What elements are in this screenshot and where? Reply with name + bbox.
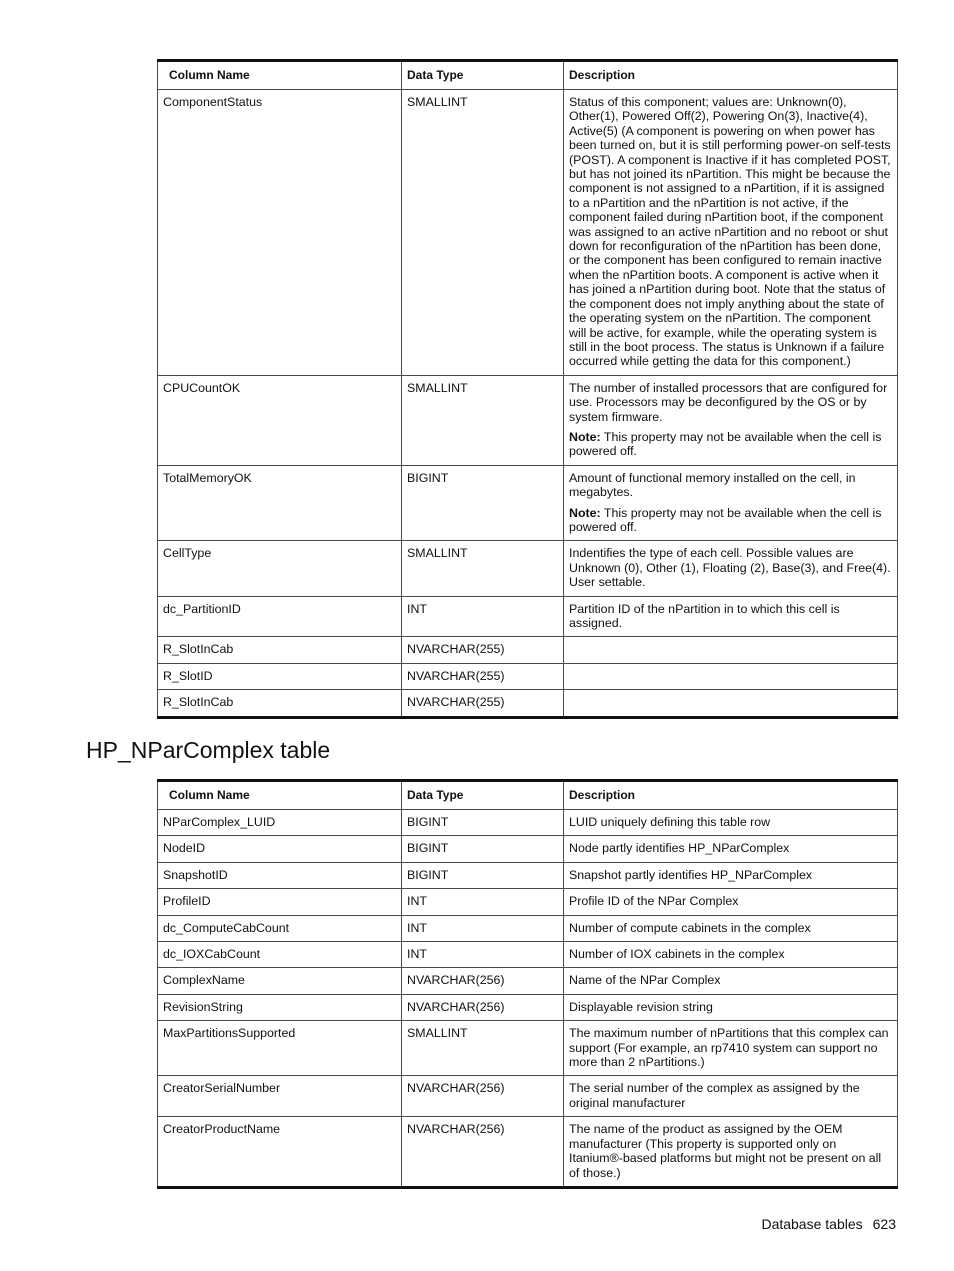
description-cell — [564, 690, 898, 717]
description-text: Name of the NPar Complex — [569, 973, 721, 988]
data-type-header: Data Type — [402, 781, 564, 810]
description-cell — [564, 1021, 898, 1076]
column-name-header: Column Name — [158, 61, 402, 90]
table-row — [158, 942, 898, 968]
description-text: The name of the product as assigned by the OEM manufacturer (This property is supported only on Itanium®-based platforms but might not be present on all of those.) — [569, 1122, 882, 1180]
table-row — [158, 836, 898, 862]
table-row — [158, 465, 898, 541]
data-type-cell: BIGINT — [402, 862, 564, 888]
description-text: The maximum number of nPartitions that this complex can support (For example, an rp7410 system can support no more than 2 nPartitions.) — [569, 1026, 889, 1070]
table-row — [158, 862, 898, 888]
column-name-cell: NParComplex_LUID — [158, 810, 402, 836]
table-row — [158, 596, 898, 637]
description-cell — [564, 541, 898, 596]
column-name-cell: TotalMemoryOK — [158, 465, 402, 541]
description-text: Indentifies the type of each cell. Possible values are Unknown (0), Other (1), Floating (2), Base(3), and Free(4). User settable. — [569, 546, 891, 590]
description-text: The serial number of the complex as assigned by the original manufacturer — [569, 1081, 860, 1110]
column-name-header: Column Name — [158, 781, 402, 810]
data-type-cell: SMALLINT — [402, 541, 564, 596]
table-header-row — [158, 781, 898, 810]
data-type-cell: NVARCHAR(255) — [402, 690, 564, 717]
description-cell — [564, 1076, 898, 1117]
description-cell — [564, 375, 898, 465]
note-text: This property may not be available when the cell is powered off. — [569, 429, 882, 459]
data-type-cell: SMALLINT — [402, 90, 564, 376]
description-text: Partition ID of the nPartition in to which this cell is assigned. — [569, 601, 840, 630]
table-row — [158, 690, 898, 717]
table-row — [158, 541, 898, 596]
column-name-cell: SnapshotID — [158, 862, 402, 888]
page-number: 623 — [872, 1216, 896, 1232]
description-cell — [564, 915, 898, 941]
table-row — [158, 375, 898, 465]
page-footer — [761, 1215, 896, 1233]
data-type-cell: NVARCHAR(255) — [402, 637, 564, 663]
description-cell — [564, 994, 898, 1020]
table-row — [158, 663, 898, 689]
data-type-cell: INT — [402, 889, 564, 915]
description-text: The number of installed processors that are configured for use. Processors may be deconfigured by the OS or by system firmware. — [569, 380, 888, 424]
data-type-header: Data Type — [402, 61, 564, 90]
description-cell — [564, 637, 898, 663]
nparcomplex-table — [157, 779, 898, 1189]
column-name-cell: CellType — [158, 541, 402, 596]
description-text: Profile ID of the NPar Complex — [569, 894, 739, 909]
note-label: Note: — [569, 429, 601, 444]
description-cell — [564, 663, 898, 689]
note-paragraph — [569, 430, 891, 459]
column-name-cell: R_SlotInCab — [158, 637, 402, 663]
column-name-cell: CreatorProductName — [158, 1117, 402, 1188]
description-header: Description — [564, 781, 898, 810]
data-type-cell: NVARCHAR(256) — [402, 968, 564, 994]
column-name-cell: dc_PartitionID — [158, 596, 402, 637]
data-type-cell: BIGINT — [402, 465, 564, 541]
description-cell — [564, 596, 898, 637]
description-cell — [564, 465, 898, 541]
column-name-cell: MaxPartitionsSupported — [158, 1021, 402, 1076]
data-type-cell: INT — [402, 596, 564, 637]
column-name-cell: ComplexName — [158, 968, 402, 994]
section-heading: HP_NParComplex table — [86, 737, 331, 763]
data-type-cell: BIGINT — [402, 810, 564, 836]
description-text: LUID uniquely defining this table row — [569, 815, 771, 829]
description-text: Number of compute cabinets in the complex — [569, 920, 811, 935]
data-type-cell: SMALLINT — [402, 1021, 564, 1076]
table-header-row — [158, 61, 898, 90]
description-header: Description — [564, 61, 898, 90]
column-name-cell: ComponentStatus — [158, 90, 402, 376]
description-text: Snapshot partly identifies HP_NParComplex — [569, 867, 813, 882]
table-row — [158, 810, 898, 836]
note-label: Note: — [569, 505, 601, 520]
table-row — [158, 915, 898, 941]
data-type-cell: NVARCHAR(256) — [402, 1117, 564, 1188]
data-type-cell: NVARCHAR(256) — [402, 994, 564, 1020]
description-text: Status of this component; values are: Unknown(0), Other(1), Powered Off(2), Powering On(3), Inactive(4), Active(5) (A component is powering on when power has been turned on, but it is still performing power-on self-tests (POST). A component is Inactive if it has completed POST, but has not joined its nPartition. This might be because the component is not assigned to a nPartition, if it is assigned to a nPartition and the nPartition is not active, if the component failed during nPartition boot, if the component was assigned to an active nPartition and no reboot or shut down for reconfiguration of the nPartition has been done, or the component has been configured to remain inactive when the nPartition boots. A component is active when it has joined a nPartition during boot. Note that the status of the component does not imply anything about the state of the operating system on the nPartition. The component will be active, for example, while the operating system is still in the boot process. The status is Unknown if a failure occurred while getting the data for this component.) — [569, 95, 891, 369]
table-row — [158, 1021, 898, 1076]
column-name-cell: dc_ComputeCabCount — [158, 915, 402, 941]
description-text: Node partly identifies HP_NParComplex — [569, 841, 790, 856]
table-row — [158, 889, 898, 915]
column-name-cell: RevisionString — [158, 994, 402, 1020]
description-cell — [564, 862, 898, 888]
data-type-cell: SMALLINT — [402, 375, 564, 465]
description-cell — [564, 942, 898, 968]
description-cell — [564, 810, 898, 836]
description-cell — [564, 836, 898, 862]
note-paragraph — [569, 506, 891, 535]
data-type-cell: BIGINT — [402, 836, 564, 862]
note-text: This property may not be available when the cell is powered off. — [569, 505, 882, 534]
description-text: Displayable revision string — [569, 999, 713, 1014]
column-name-cell: R_SlotInCab — [158, 690, 402, 717]
column-name-cell: dc_IOXCabCount — [158, 942, 402, 968]
table-row — [158, 90, 898, 376]
table-row — [158, 1117, 898, 1188]
description-cell — [564, 1117, 898, 1188]
column-name-cell: CPUCountOK — [158, 375, 402, 465]
description-cell — [564, 968, 898, 994]
data-type-cell: INT — [402, 915, 564, 941]
data-type-cell: INT — [402, 942, 564, 968]
description-text: Number of IOX cabinets in the complex — [569, 947, 785, 962]
data-type-cell: NVARCHAR(256) — [402, 1076, 564, 1117]
cell-columns-table — [157, 59, 898, 719]
table-row — [158, 1076, 898, 1117]
column-name-cell: NodeID — [158, 836, 402, 862]
column-name-cell: R_SlotID — [158, 663, 402, 689]
description-text: Amount of functional memory installed on the cell, in megabytes. — [569, 470, 856, 500]
column-name-cell: ProfileID — [158, 889, 402, 915]
table-row — [158, 968, 898, 994]
footer-section-title: Database tables — [761, 1216, 863, 1232]
table-row — [158, 994, 898, 1020]
description-cell — [564, 889, 898, 915]
description-cell — [564, 90, 898, 376]
data-type-cell: NVARCHAR(255) — [402, 663, 564, 689]
column-name-cell: CreatorSerialNumber — [158, 1076, 402, 1117]
table-row — [158, 637, 898, 663]
